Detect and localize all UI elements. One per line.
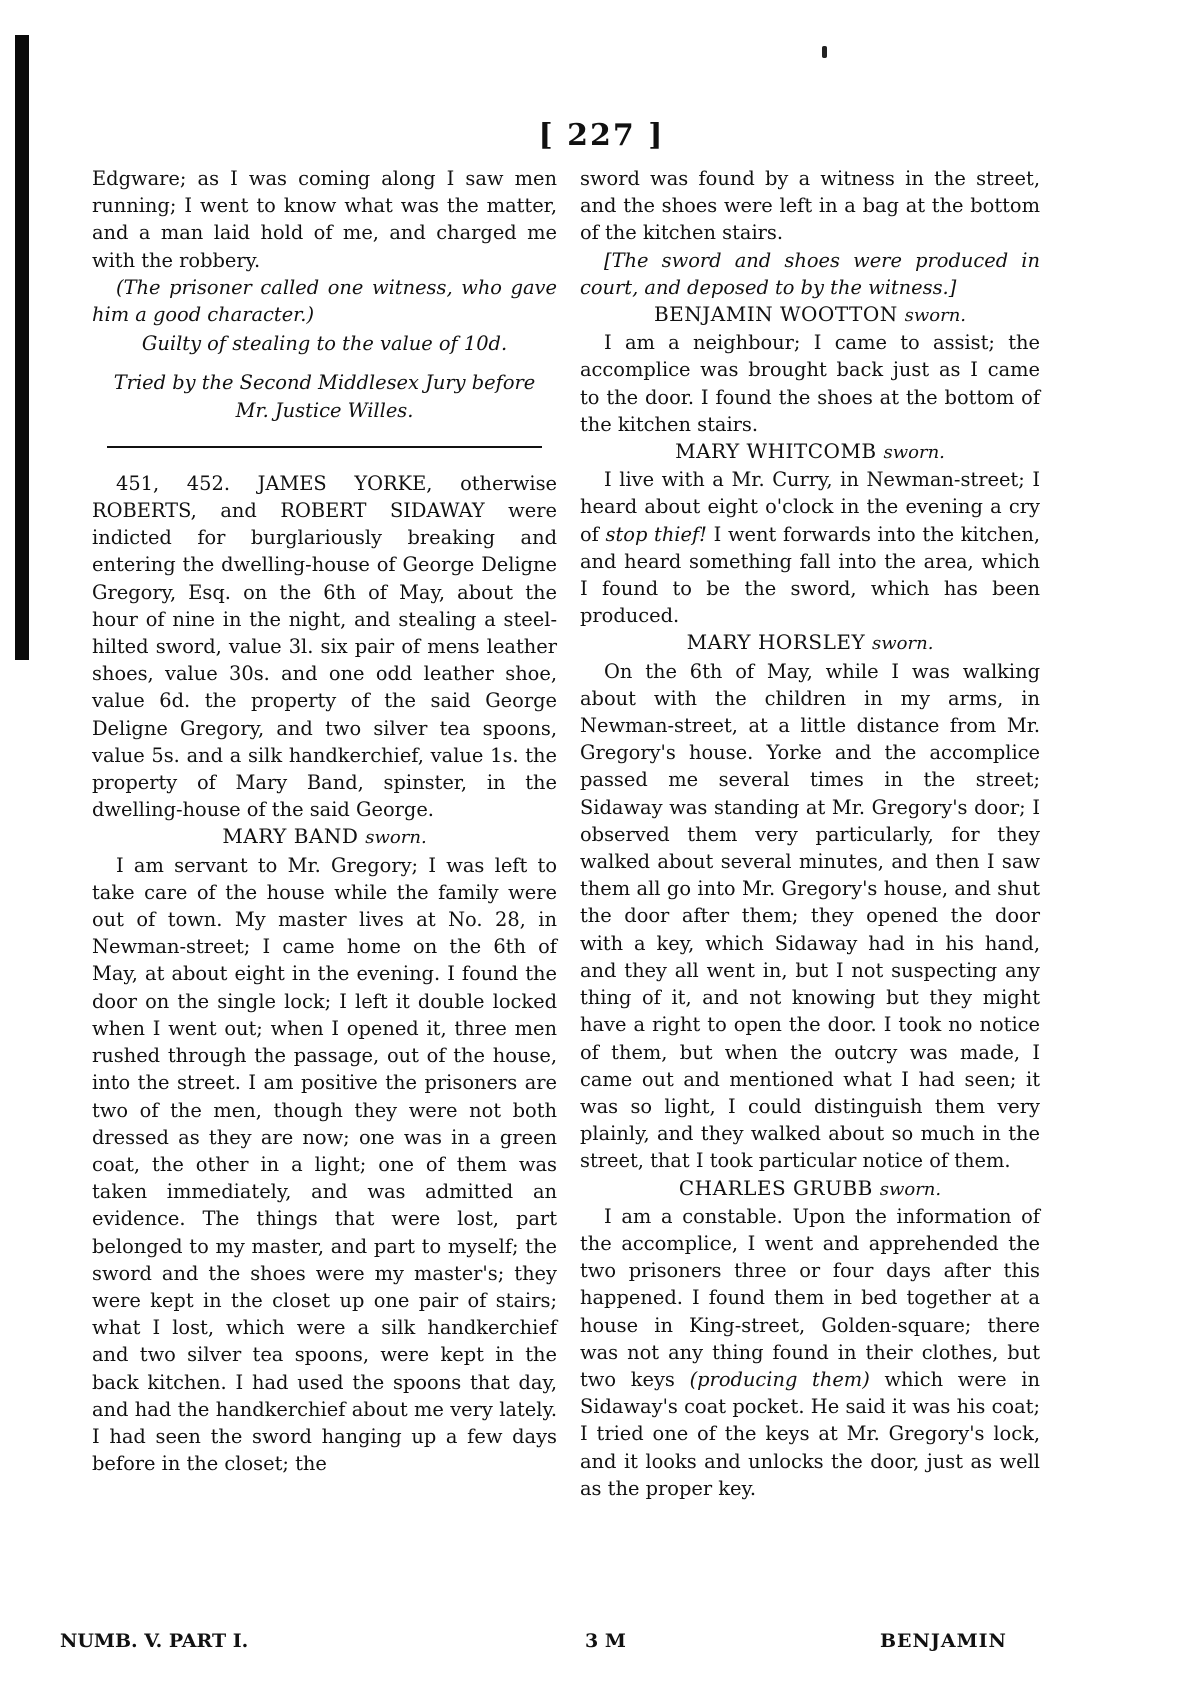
testimony: I am servant to Mr. Gregory; I was left to take care of the house while the family were out of town. My master lives at No. 28, in Newman-street; I came home on the 6th of May, at about eight in the evening. I found the door on the single lock; I left it double locked when I went out; when I opened it, three men rushed through the passage, out of the house, into the street. I am positive the prisoners are two of the men, though they were not both dressed as they are now; one was in a green coat, the other in a light; one of them was taken immediately, and was admitted an evidence. The things that were lost, part belonged to my master, and part to myself; the sword and the shoes were my master's; they were kept in the closet up one pair of stairs; what I lost, which were a silk handkerchief and two silver tea spoons, were kept in the back kitchen. I had used the spoons that day, and had the handkerchief about me very lately. I had seen the sword hanging up a few days before in the closet; the (92, 853, 557, 1476)
sworn-label: sworn. (365, 827, 427, 849)
paragraph: sword was found by a witness in the street, and the shoes were left in a bag at the bottom of the kitchen stairs. (580, 167, 1040, 245)
witness-heading (580, 301, 1040, 329)
testimony (580, 1203, 1040, 1502)
testimony-text: I live with a Mr. Curry, in Newman-street; I heard about eight o'clock in the evening a cry of (580, 468, 1040, 546)
witness-heading (92, 823, 557, 851)
testimony-text: which were in Sidaway's coat pocket. He said it was his coat; I tried one of the keys at Mr. Gregory's lock, and it looks and unlocks the door, just as well as the proper key. (580, 1367, 1040, 1500)
testimony (580, 466, 1040, 629)
verdict: Guilty of stealing to the value of 10d. (141, 332, 508, 356)
catchword: BENJAMIN (880, 1630, 1007, 1652)
right-column (580, 165, 1040, 1502)
testimony: On the 6th of May, while I was walking about with the children in my arms, in Newman-street, at a little distance from Mr. Gregory's house. Yorke and the accomplice passed me several times in the street; Sidaway was standing at Mr. Gregory's door; I observed them very particularly, for they walked about several minutes, and then I saw them all go into Mr. Gregory's house, and shut the door after them; they opened the door with a key, which Sidaway had in his hand, and they all went in, but I not suspecting any thing of it, and not knowing but they might have a right to open the door. I took no notice of them, but when the outcry was made, I came out and mentioned what I had seen; it was so light, I could distinguish them very plainly, and they walked about so much in the street, that I took particular notice of them. (580, 659, 1040, 1173)
sworn-label: sworn. (872, 633, 934, 655)
witness-heading (580, 1175, 1040, 1203)
left-column (92, 165, 557, 1477)
signature-mark: 3 M (585, 1630, 626, 1652)
stage-note: (producing them) (689, 1367, 870, 1391)
witness-name: MARY WHITCOMB (675, 439, 877, 464)
issue-label: NUMB. V. PART I. (60, 1630, 249, 1652)
court-note: [The sword and shoes were produced in court, and deposed to by the witness.] (580, 248, 1040, 299)
sworn-label: sworn. (879, 1178, 942, 1200)
testimony-text: I am a constable. Upon the information of the accomplice, I went and apprehended the two prisoners three or four days after this happened. I found them in bed together at a house in King-street, Golden-square; there was not any thing found in their clothes, but two keys (580, 1204, 1040, 1391)
section-divider (107, 446, 542, 448)
prisoner-note: (The prisoner called one witness, who gave him a good character.) (92, 275, 557, 327)
sworn-label: sworn. (904, 305, 967, 327)
witness-name: MARY BAND (222, 824, 359, 849)
testimony-text: I went forwards into the kitchen, and heard something fall into the area, which I found to be the sword, which has been produced. (580, 522, 1041, 628)
witness-heading (580, 629, 1040, 657)
witness-name: CHARLES GRUBB (678, 1175, 873, 1200)
witness-name: MARY HORSLEY (686, 630, 866, 655)
paragraph: Edgware; as I was coming along I saw men running; I went to know what was the matter, and a man laid hold of me, and charged me with the robbery. (92, 167, 557, 272)
page-number: [ 227 ] (538, 118, 665, 153)
trial-note: Tried by the Second Middlesex Jury before Mr. Justice Willes. (113, 371, 536, 422)
indictment: 451, 452. JAMES YORKE, otherwise ROBERTS, and ROBERT SIDAWAY were indicted for burglariously breaking and entering the dwelling-house of George Deligne Gregory, Esq. on the 6th of May, about the hour of nine in the night, and stealing a steel-hilted sword, value 3l. six pair of mens leather shoes, value 30s. and one odd leather shoe, value 6d. the property of the said George Deligne Gregory, and two silver tea spoons, value 5s. and a silk handkerchief, value 1s. the property of Mary Band, spinster, in the dwelling-house of the said George. (92, 471, 557, 822)
sworn-label: sworn. (883, 442, 945, 464)
ink-speck (822, 46, 827, 58)
testimony: I am a neighbour; I came to assist; the accomplice was brought back just as I came to the door. I found the shoes at the bottom of the kitchen stairs. (580, 331, 1040, 436)
witness-name: BENJAMIN WOOTTON (653, 302, 898, 327)
witness-heading (580, 438, 1040, 466)
quoted-cry: stop thief! (605, 522, 707, 546)
